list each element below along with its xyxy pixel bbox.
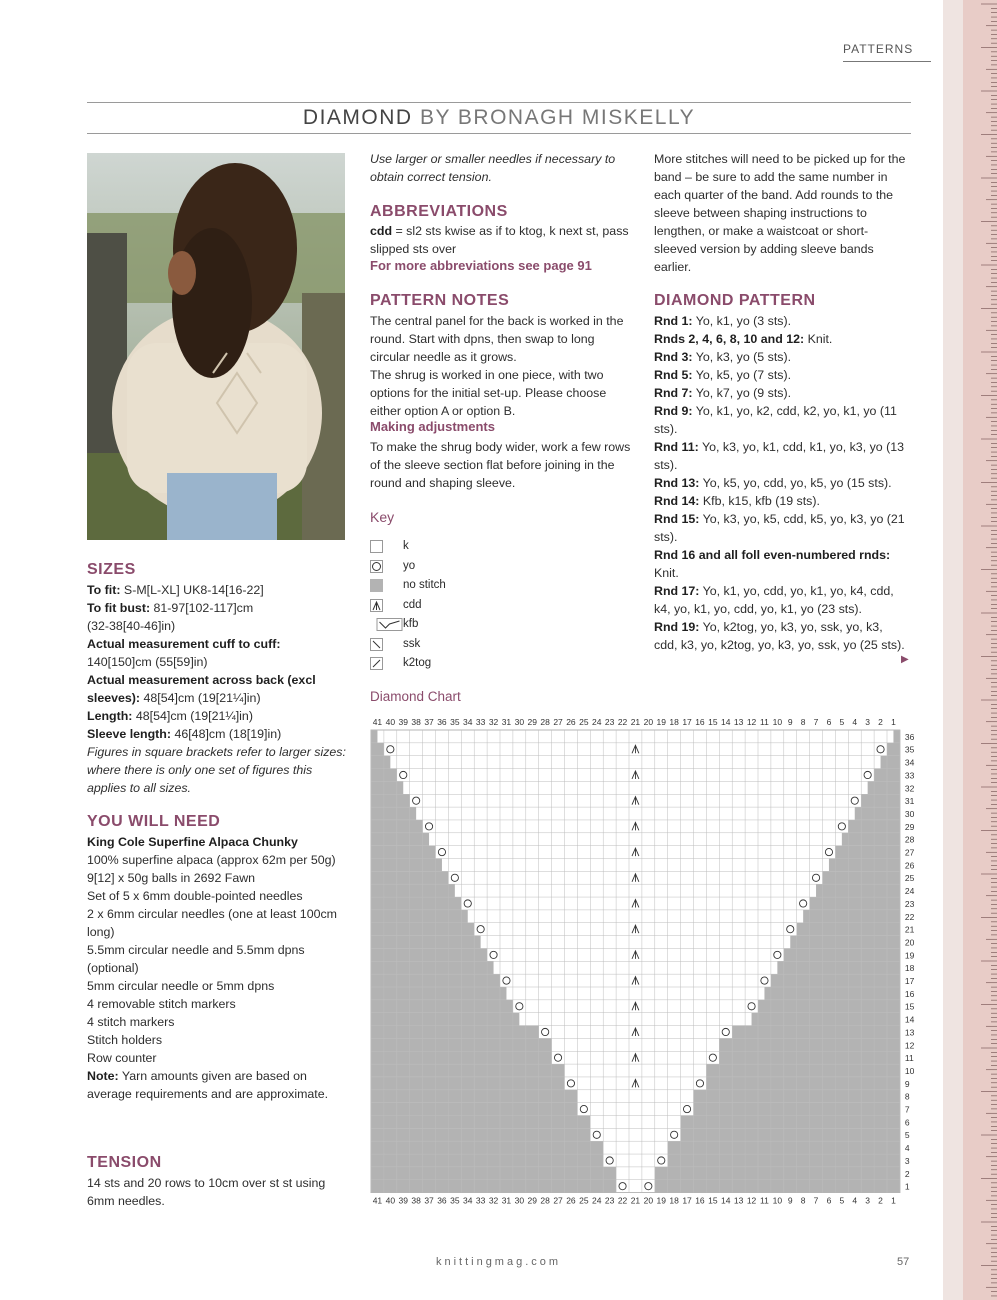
row-number: 19 [904, 950, 915, 961]
column-number: 32 [488, 717, 499, 727]
column-number: 1 [891, 717, 896, 727]
column-number: 28 [540, 717, 550, 727]
no-stitch-cell [371, 846, 436, 859]
material-item: 5.5mm circular needle and 5.5mm dpns (optional) [87, 943, 305, 975]
pattern-round: Rnd 11: Yo, k3, yo, k1, cdd, k1, yo, k3, yo (13 sts). [654, 440, 905, 472]
column-number: 7 [813, 717, 819, 727]
pattern-round: Rnd 9: Yo, k1, yo, k2, cdd, k2, yo, k1, yo (11 sts). [654, 404, 897, 436]
sizes-line: 140[150]cm (55[59]in) [87, 655, 208, 669]
key-item-k: k [370, 540, 632, 560]
model-photo [87, 153, 345, 540]
column-number: 22 [617, 717, 628, 727]
column-number: 41 [372, 717, 383, 727]
row-number: 4 [904, 1143, 910, 1154]
no-stitch-cell [371, 743, 384, 756]
sizes-line: Length: 48[54]cm (19[21¼]in) [87, 709, 253, 723]
pattern-notes-p1: The central panel for the back is worked in the round. Start with dpns, then swap to long circular needle as it grows. [370, 314, 624, 364]
title-main: DIAMOND [302, 106, 413, 129]
abbreviations-heading: ABBREVIATIONS [370, 203, 508, 220]
no-stitch-cell [371, 807, 416, 820]
column-number: 29 [527, 717, 537, 727]
column-number: 38 [411, 717, 421, 727]
pattern-notes-p2: The shrug is worked in one piece, with two options for the initial set-up. Please choose either option A or option B. [370, 368, 607, 418]
no-stitch-cell [842, 833, 900, 846]
sizes-line: To fit bust: 81-97[102-117]cm [87, 601, 254, 615]
material-item: Set of 5 x 6mm double-pointed needles [87, 889, 303, 903]
materials-block [87, 833, 349, 1103]
yarn-name: King Cole Superfine Alpaca Chunky [87, 835, 298, 849]
band-notes: More stitches will need to be picked up for the band – be sure to add the same number in each quarter of the band. Add rounds to the sleeve between shaping instructions to lengthen, or make a waistcoat or short-sleeved version by adding sleeve bands earlier. [654, 152, 906, 274]
row-number: 8 [904, 1091, 910, 1102]
no-stitch-cell [681, 1116, 900, 1129]
row-number: 27 [904, 847, 915, 858]
row-number: 10 [904, 1065, 915, 1076]
column-number: 27 [553, 1195, 563, 1206]
title-byline: BY BRONAGH MISKELLY [419, 106, 696, 129]
row-number: 21 [904, 924, 915, 935]
row-number: 16 [904, 988, 915, 999]
material-item: 5mm circular needle or 5mm dpns [87, 979, 275, 993]
row-number: 33 [904, 770, 915, 781]
material-item: 2 x 6mm circular needles (one at least 100cm long) [87, 907, 337, 939]
column-number: 9 [787, 1195, 793, 1206]
pattern-round: Rnd 16 and all foll even-numbered rnds: Knit. [654, 548, 891, 580]
column-number: 40 [385, 717, 396, 727]
column-number: 7 [813, 1195, 819, 1206]
tension-heading: TENSION [87, 1154, 162, 1171]
section-tag-rule [843, 61, 931, 62]
no-stitch-cell [881, 756, 900, 769]
row-number: 30 [904, 808, 915, 819]
column-number: 39 [398, 717, 408, 727]
no-stitch-cell [371, 910, 468, 923]
column-number: 36 [437, 717, 447, 727]
no-stitch-cell [861, 794, 900, 807]
needles-note: Use larger or smaller needles if necessary to obtain correct tension. [370, 152, 616, 184]
column-number: 14 [721, 717, 731, 727]
column-number: 38 [411, 1195, 421, 1206]
key-item-ssk: ssk [370, 638, 632, 658]
column-number: 36 [437, 1195, 447, 1206]
column-number: 8 [800, 717, 806, 727]
row-number: 29 [904, 821, 915, 832]
column-number: 20 [643, 1195, 654, 1206]
material-item: 4 removable stitch markers [87, 997, 236, 1011]
sizes-line: (32-38[40-46]in) [87, 619, 176, 633]
more-abbreviations-link[interactable]: For more abbreviations see page 91 [370, 258, 592, 273]
title-rule-top [87, 102, 911, 103]
no-stitch-cell [371, 884, 455, 897]
materials-note: Note: Yarn amounts given are based on average requirements and are approximate. [87, 1069, 329, 1101]
no-stitch-cell [371, 897, 461, 910]
key-list [370, 540, 632, 677]
column-number: 17 [682, 717, 692, 727]
sizes-line: Actual measurement cuff to cuff: [87, 637, 281, 651]
no-stitch-cell [371, 1013, 519, 1026]
you-will-need-heading: YOU WILL NEED [87, 813, 221, 830]
column-number: 11 [760, 1195, 769, 1206]
no-stitch-cell [655, 1167, 900, 1180]
no-stitch-cell [371, 1180, 616, 1193]
no-stitch-cell [732, 1026, 900, 1039]
column-number: 10 [772, 717, 783, 727]
pattern-round: Rnd 17: Yo, k1, yo, cdd, yo, k1, yo, k4, cdd, k4, yo, k1, yo, cdd, yo, k1, yo (23 sts). [654, 584, 894, 616]
row-number: 9 [904, 1078, 910, 1089]
no-stitch-cell [803, 910, 900, 923]
row-number: 22 [904, 911, 915, 922]
pattern-round: Rnd 19: Yo, k2tog, yo, k3, yo, ssk, yo, k3, cdd, k3, yo, k2tog, yo, k3, yo, ssk, yo (25 sts). [654, 620, 905, 652]
column-number: 18 [669, 717, 679, 727]
page-title [87, 106, 911, 130]
no-stitch-cell [758, 1000, 900, 1013]
pattern-round: Rnd 14: Kfb, k15, kfb (19 sts). [654, 494, 820, 508]
pattern-round: Rnd 1: Yo, k1, yo (3 sts). [654, 314, 792, 328]
row-number: 25 [904, 873, 915, 884]
column-number: 35 [450, 1195, 460, 1206]
column-number: 20 [643, 717, 654, 727]
row-number: 2 [904, 1168, 910, 1179]
column-number: 16 [695, 1195, 705, 1206]
row-number: 24 [904, 886, 915, 897]
column-number: 23 [604, 717, 615, 727]
no-stitch-cell [893, 730, 899, 743]
column-number: 15 [708, 717, 718, 727]
column-number: 5 [839, 717, 845, 727]
column-number: 3 [865, 1195, 871, 1206]
chart-title: Diamond Chart [370, 689, 461, 704]
column-number: 28 [540, 1195, 550, 1206]
no-stitch-cell [371, 1077, 565, 1090]
column-number: 35 [450, 717, 460, 727]
column-number: 33 [475, 1195, 486, 1206]
no-stitch-cell [371, 1116, 590, 1129]
row-number: 12 [904, 1040, 915, 1051]
no-stitch-cell [371, 1064, 565, 1077]
row-number: 1 [904, 1181, 910, 1192]
column-number: 37 [424, 1195, 434, 1206]
title-rule-bottom [87, 133, 911, 134]
sizes-line: To fit: S-M[L-XL] UK8-14[16-22] [87, 583, 264, 597]
sizes-block [87, 581, 349, 797]
making-adjustments-subheading: Making adjustments [370, 419, 495, 434]
no-stitch-cell [764, 987, 899, 1000]
row-number: 36 [904, 731, 915, 742]
no-stitch-cell [706, 1077, 900, 1090]
no-stitch-cell [371, 756, 390, 769]
column-number: 26 [566, 717, 576, 727]
column-number: 5 [839, 1195, 845, 1206]
column-number: 31 [501, 717, 512, 727]
pattern-notes-heading: PATTERN NOTES [370, 292, 510, 309]
tension-text: 14 sts and 20 rows to 10cm over st st using 6mm needles. [87, 1176, 326, 1208]
row-number: 6 [904, 1117, 910, 1128]
column-number: 4 [852, 717, 858, 727]
row-number: 14 [904, 1014, 915, 1025]
column-number: 17 [682, 1195, 692, 1206]
no-stitch-cell [371, 794, 410, 807]
key-heading: Key [370, 509, 395, 525]
row-number: 34 [904, 757, 915, 768]
row-number: 32 [904, 783, 915, 794]
row-number: 15 [904, 1001, 915, 1012]
column-number: 27 [553, 717, 563, 727]
column-number: 2 [878, 1195, 883, 1206]
column-number: 30 [514, 717, 525, 727]
no-stitch-cell [829, 859, 900, 872]
column-number: 24 [592, 717, 602, 727]
row-number: 20 [904, 937, 915, 948]
no-stitch-cell [816, 884, 900, 897]
pattern-round: Rnd 7: Yo, k7, yo (9 sts). [654, 386, 792, 400]
pattern-round: Rnd 15: Yo, k3, yo, k5, cdd, k5, yo, k3, yo (21 sts). [654, 512, 905, 544]
column-number: 12 [746, 1195, 757, 1206]
diamond-pattern-heading: DIAMOND PATTERN [654, 292, 816, 309]
column-number: 2 [878, 717, 883, 727]
sizes-line: Sleeve length: 46[48]cm (18[19]in) [87, 727, 282, 741]
column-number: 1 [891, 1195, 896, 1206]
column-number: 16 [695, 717, 705, 727]
column-number: 13 [733, 717, 744, 727]
sizes-line: sleeves): 48[54]cm (19[21¼]in) [87, 691, 261, 705]
no-stitch-cell [855, 807, 900, 820]
column-number: 25 [579, 1195, 589, 1206]
column-number: 3 [865, 717, 871, 727]
column-number: 21 [630, 717, 641, 727]
no-stitch-cell [371, 987, 506, 1000]
column-number: 23 [604, 1195, 615, 1206]
material-item: Row counter [87, 1051, 157, 1065]
row-number: 13 [904, 1027, 915, 1038]
no-stitch-cell [681, 1128, 900, 1141]
row-number: 35 [904, 744, 915, 755]
abbreviation-cdd: cdd = sl2 sts kwise as if to ktog, k next st, pass slipped sts over [370, 224, 629, 256]
key-item-kfb: kfb [370, 618, 632, 638]
no-stitch-cell [371, 948, 487, 961]
no-stitch-cell [777, 961, 900, 974]
sizes-line: Actual measurement across back (excl [87, 673, 316, 687]
pattern-round: Rnds 2, 4, 6, 8, 10 and 12: Knit. [654, 332, 833, 346]
continue-arrow-icon: ▶ [901, 654, 909, 665]
column-number: 6 [826, 717, 832, 727]
no-stitch-cell [371, 1167, 616, 1180]
material-item: 4 stitch markers [87, 1015, 175, 1029]
no-stitch-cell [371, 833, 429, 846]
row-number: 17 [904, 976, 915, 986]
pattern-round: Rnd 13: Yo, k5, yo, cdd, yo, k5, yo (15 sts). [654, 476, 892, 490]
column-number: 26 [566, 1195, 576, 1206]
no-stitch-cell [784, 948, 900, 961]
row-number: 3 [904, 1155, 910, 1166]
no-stitch-cell [752, 1013, 900, 1026]
column-number: 13 [733, 1195, 744, 1206]
column-number: 6 [826, 1195, 832, 1206]
no-stitch-cell [868, 781, 900, 794]
column-number: 33 [475, 717, 486, 727]
column-number: 21 [630, 1195, 641, 1206]
row-number: 28 [904, 834, 915, 845]
column-number: 25 [579, 717, 589, 727]
no-stitch-cell [790, 936, 900, 949]
pattern-round: Rnd 3: Yo, k3, yo (5 sts). [654, 350, 792, 364]
no-stitch-cell [371, 859, 442, 872]
key-item-k2tog: k2tog [370, 657, 632, 677]
column-number: 9 [787, 717, 793, 727]
column-number: 22 [617, 1195, 628, 1206]
column-number: 34 [463, 1195, 473, 1206]
column-number: 40 [385, 1195, 396, 1206]
column-number: 8 [800, 1195, 806, 1206]
column-number: 18 [669, 1195, 679, 1206]
key-item-yo: yo [370, 560, 632, 580]
no-stitch-cell [371, 1026, 539, 1039]
key-item-no-stitch: no stitch [370, 579, 632, 599]
column-number: 31 [501, 1195, 512, 1206]
no-stitch-cell [810, 897, 900, 910]
column-number: 37 [424, 717, 434, 727]
column-number: 12 [746, 717, 757, 727]
column-number: 4 [852, 1195, 858, 1206]
measuring-ruler [943, 0, 997, 1300]
pattern-notes-p3: To make the shrug body wider, work a few rows of the sleeve section flat before joining in the round and shaping sleeve. [370, 440, 631, 490]
sizes-note: Figures in square brackets refer to larger sizes: where there is only one set of figures this applies to all sizes. [87, 745, 346, 795]
material-item: 100% superfine alpaca (approx 62m per 50g) [87, 853, 336, 867]
row-number: 18 [904, 963, 915, 974]
column-number: 19 [656, 1195, 666, 1206]
pattern-round: Rnd 5: Yo, k5, yo (7 sts). [654, 368, 792, 382]
column-number: 15 [708, 1195, 718, 1206]
column-number: 11 [760, 717, 769, 727]
no-stitch-cell [371, 1000, 513, 1013]
row-number: 11 [904, 1053, 914, 1064]
key-item-cdd: cdd [370, 599, 632, 619]
column-number: 29 [527, 1195, 537, 1206]
column-number: 32 [488, 1195, 499, 1206]
column-number: 34 [463, 717, 473, 727]
sizes-heading: SIZES [87, 561, 136, 578]
column-number: 39 [398, 1195, 408, 1206]
column-number: 41 [372, 1195, 383, 1206]
footer-site: knittingmag.com [435, 1256, 562, 1268]
page-number: 57 [897, 1256, 910, 1268]
section-tag: PATTERNS [843, 42, 914, 56]
no-stitch-cell [655, 1180, 900, 1193]
no-stitch-cell [887, 743, 900, 756]
no-stitch-cell [371, 961, 494, 974]
no-stitch-cell [371, 730, 377, 743]
no-stitch-cell [835, 846, 900, 859]
column-number: 10 [772, 1195, 783, 1206]
row-number: 31 [904, 796, 915, 807]
row-number: 26 [904, 860, 915, 871]
row-number: 23 [904, 898, 915, 909]
diamond-pattern-rows [654, 312, 909, 654]
material-item: Stitch holders [87, 1033, 163, 1047]
diamond-chart [366, 714, 915, 1210]
column-number: 19 [656, 717, 666, 727]
material-item: 9[12] x 50g balls in 2692 Fawn [87, 871, 256, 885]
column-number: 14 [721, 1195, 731, 1206]
column-number: 24 [592, 1195, 602, 1206]
row-number: 5 [904, 1130, 910, 1141]
no-stitch-cell [371, 1128, 590, 1141]
column-number: 30 [514, 1195, 525, 1206]
no-stitch-cell [371, 936, 481, 949]
no-stitch-cell [371, 781, 403, 794]
row-number: 7 [904, 1104, 910, 1115]
no-stitch-cell [706, 1064, 900, 1077]
